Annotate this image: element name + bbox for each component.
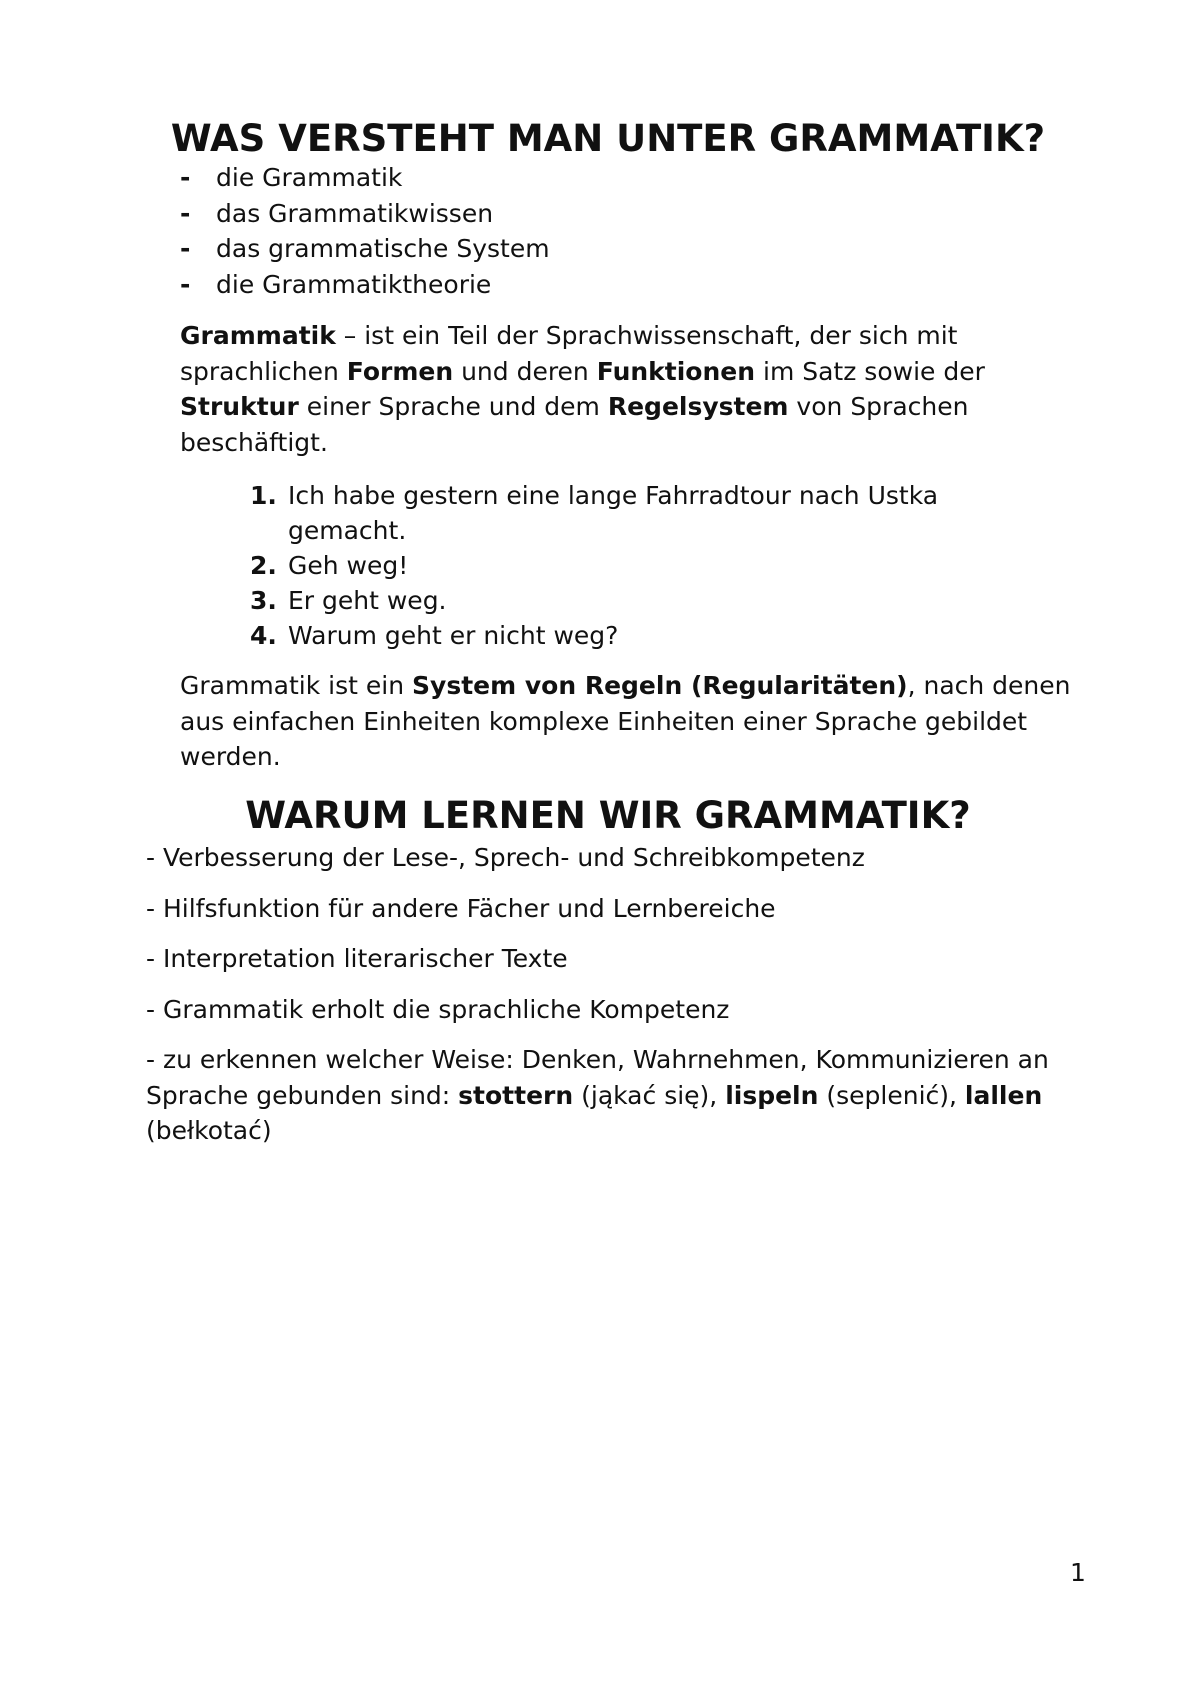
text-run: – ist ein Teil der Sprachwissenschaft, der sich mit sprachlichen — [180, 321, 958, 386]
example-text: Warum geht er nicht weg? — [288, 621, 619, 650]
heading-warum-lernen: WARUM LERNEN WIR GRAMMATIK? — [245, 794, 971, 837]
system-paragraph — [180, 668, 1110, 775]
heading-was-versteht: WAS VERSTEHT MAN UNTER GRAMMATIK? — [170, 117, 1046, 160]
terms-list — [180, 160, 550, 302]
term-stottern: stottern — [458, 1080, 574, 1110]
term-funktionen: Funktionen — [596, 356, 756, 386]
text-run: und deren — [453, 356, 597, 386]
page-number: 1 — [1070, 1558, 1086, 1587]
list-item — [180, 231, 550, 267]
dash-bullet: - — [180, 269, 191, 299]
term-regelsystem: Regelsystem — [607, 392, 789, 421]
reasons-list — [146, 840, 1126, 1164]
text-run: - zu erkennen welcher Weise: Denken, Wahrnehmen, Kommunizieren an Sprache gebunden sind: — [146, 1045, 1049, 1110]
list-item — [250, 583, 1050, 618]
list-item: - Verbesserung der Lese-, Sprech- und Schreibkompetenz — [146, 843, 865, 872]
list-item — [250, 548, 1050, 583]
text-run: (jąkać się), — [573, 1080, 726, 1110]
list-item: - Grammatik erholt die sprachliche Kompetenz — [146, 994, 730, 1024]
dash-bullet: - — [180, 198, 191, 228]
list-item — [146, 1042, 1126, 1149]
list-item: - Hilfsfunktion für andere Fächer und Lernbereiche — [146, 893, 776, 923]
example-text: Ich habe gestern eine lange Fahrradtour nach Ustka gemacht. — [288, 481, 939, 545]
term-formen: Formen — [346, 356, 454, 386]
examples-list — [250, 478, 1050, 653]
text-run: im Satz sowie der — [755, 356, 985, 386]
list-item — [250, 478, 1050, 548]
term-text: das Grammatikwissen — [216, 198, 494, 228]
example-text: Geh weg! — [288, 551, 409, 580]
list-number: 2. — [250, 551, 277, 580]
dash-bullet: - — [180, 163, 191, 192]
term-struktur: Struktur — [180, 392, 299, 421]
term-lispeln: lispeln — [725, 1080, 819, 1110]
list-number: 3. — [250, 586, 277, 615]
text-run: (bełkotać) — [146, 1116, 272, 1145]
term-lallen: lallen — [964, 1080, 1043, 1110]
list-item — [180, 196, 550, 232]
term-text: die Grammatiktheorie — [216, 269, 492, 299]
text-run: , nach denen aus einfachen Einheiten komplexe Einheiten einer Sprache gebildet werden. — [180, 671, 1071, 771]
text-run: Grammatik ist ein — [180, 671, 413, 700]
term-text: das grammatische System — [216, 234, 550, 263]
list-item — [180, 267, 550, 303]
text-run: von Sprachen beschäftigt. — [180, 392, 969, 457]
list-number: 1. — [250, 481, 277, 510]
list-item — [250, 618, 1050, 653]
text-run: (seplenić), — [818, 1080, 965, 1110]
term-grammatik: Grammatik — [180, 321, 336, 350]
term-text: die Grammatik — [216, 163, 403, 192]
term-system-von-regeln: System von Regeln (Regularitäten) — [412, 671, 908, 700]
list-item — [180, 160, 550, 196]
text-run: einer Sprache und dem — [298, 392, 608, 421]
example-text: Er geht weg. — [288, 586, 447, 615]
dash-bullet: - — [180, 234, 191, 263]
list-number: 4. — [250, 621, 277, 650]
definition-paragraph — [180, 318, 1110, 460]
list-item: - Interpretation literarischer Texte — [146, 944, 568, 973]
